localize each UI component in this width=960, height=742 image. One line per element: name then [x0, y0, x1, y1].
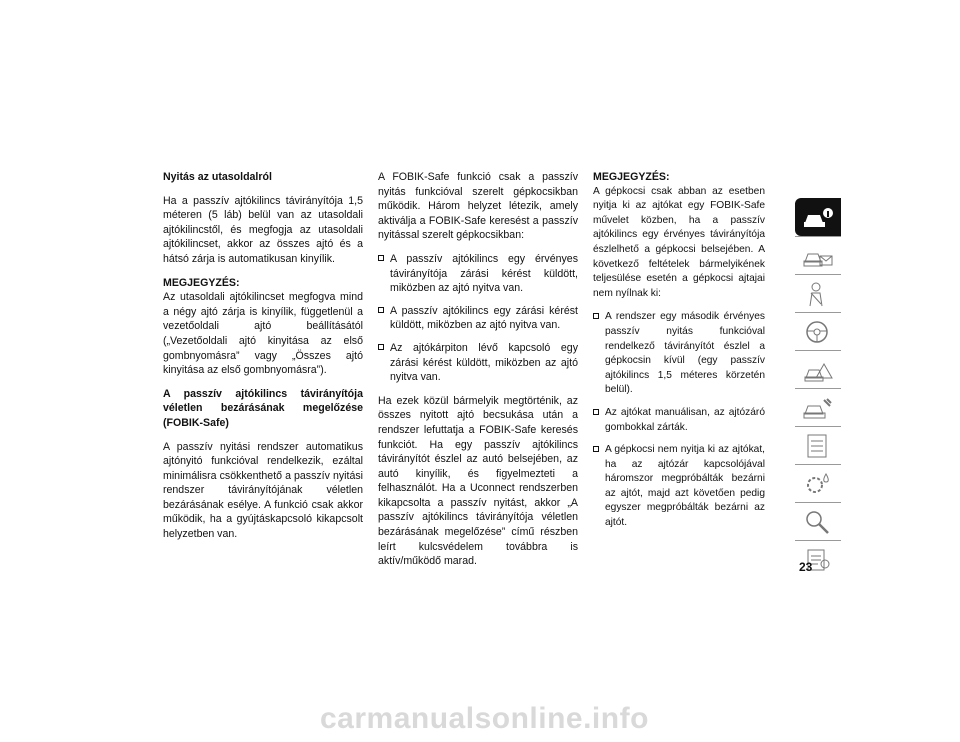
- car-info-icon: [802, 203, 834, 231]
- note-title: MEGJEGYZÉS:: [163, 276, 240, 289]
- note-title: MEGJEGYZÉS:: [593, 171, 670, 183]
- tab-gear-drop[interactable]: [795, 464, 841, 502]
- tab-search[interactable]: [795, 502, 841, 540]
- tab-car-info[interactable]: [795, 198, 841, 236]
- list-item: A passzív ajtókilincs egy érvényes távirányítója zárási kérést küldött, miközben az ajtó nyitva van.: [378, 252, 578, 296]
- list-item: A rendszer egy második érvényes passzív nyitás funkcióval rendelkező távirányítót észlel a gépkocsin kívül (egy passzív ajtókilincs 1,5 méteres körzetén belül).: [593, 310, 765, 398]
- paragraph: Ha ezek közül bármelyik megtörténik, az összes nyitott ajtó becsukása után a rendszer lefuttatja a FOBIK-Safe keresés funkciót. Ha egy passzív ajtókilincs távirányítót észlel az autó belsejében, az autó kinyílik, és figyelmezteti a felhasználót. Ha a Uconnect rendszerben kikapcsolta a passzív nyitást, akkor „A passzív ajtókilincs távirányítója véletlen bezárásának megelőzése” című részben leírt kulcsvédelem továbbra is aktív/működő marad.: [378, 394, 578, 568]
- bullet-list: [593, 310, 765, 530]
- warning-car-icon: [802, 356, 834, 384]
- mail-car-icon: [802, 242, 834, 270]
- bullet-list: [378, 252, 578, 385]
- list-item: Az ajtókárpiton lévő kapcsoló egy zárási kérést küldött, miközben az ajtó nyitva van.: [378, 341, 578, 385]
- search-icon: [802, 508, 834, 536]
- section-heading: Nyitás az utasoldalról: [163, 171, 272, 183]
- tab-warning-car[interactable]: [795, 350, 841, 388]
- watermark: carmanualsonline.info: [320, 702, 649, 735]
- tab-seatbelt[interactable]: [795, 274, 841, 312]
- list-item: Az ajtókat manuálisan, az ajtózáró gombokkal zárták.: [593, 406, 765, 435]
- paragraph: A FOBIK-Safe funkció csak a passzív nyitás funkcióval szerelt gépkocsikban működik. Három helyzet létezik, amely aktiválja a FOBIK-Safe keresést a passzív nyitással szerelt gépkocsikban:: [378, 171, 578, 242]
- seatbelt-icon: [802, 280, 834, 308]
- column-3: [593, 170, 765, 540]
- paragraph: Ha a passzív ajtókilincs távirányítója 1,5 méteren (5 láb) belül van az utasoldali ajtókilincstől, és megfogja az utasoldali ajtókilincset, akkor az összes ajtó és a hátsó zárja is automatikusan kinyílik.: [163, 194, 363, 265]
- tab-steering[interactable]: [795, 312, 841, 350]
- steering-icon: [802, 318, 834, 346]
- service-car-icon: [802, 394, 834, 422]
- gear-drop-icon: [802, 470, 834, 498]
- checklist-icon: [802, 432, 834, 460]
- tab-checklist[interactable]: [795, 426, 841, 464]
- chapter-tabs: [795, 198, 841, 578]
- note-text: Az utasoldali ajtókilincset megfogva mind a négy ajtó zárja is kinyílik, függetlenül a vezetőoldali ajtó beállításától („Vezetőoldali ajtó kinyitása az első gombnyomásra” vagy „Összes ajtó kinyitása az első gombnyomásra”).: [163, 291, 363, 377]
- section-heading: A passzív ajtókilincs távirányítója véletlen bezárásának megelőzése (FOBIK-Safe): [163, 387, 363, 429]
- list-item: A passzív ajtókilincs egy zárási kérést küldött, miközben az ajtó nyitva van.: [378, 304, 578, 333]
- note-text: A gépkocsi csak abban az esetben nyitja ki az ajtókat egy FOBIK-Safe művelet közben, ha a passzív ajtókilincs egy érvényes távirányítója észlelhető a gépkocsi belsejében. A következő feltételek bármelyikének teljesülése esetén a gépkocsi ajtajai nem nyílnak ki:: [593, 185, 765, 299]
- tab-mail-car[interactable]: [795, 236, 841, 274]
- page-number: 23: [799, 560, 813, 574]
- paragraph: A passzív nyitási rendszer automatikus ajtónyitó funkcióval rendelkezik, ezáltal minimálisra csökkenthető a passzív nyitási rendszer távirányítójának véletlen bezárásának esélye. A funkció csak akkor működik, ha a gyújtáskapcsoló kikapcsolt helyzetben van.: [163, 440, 363, 541]
- tab-service-car[interactable]: [795, 388, 841, 426]
- list-item: A gépkocsi nem nyitja ki az ajtókat, ha az ajtózár kapcsolójával háromszor megpróbálták bezárni az ajtót, majd azt követően pedig egyszer megpróbálták bezárni az ajtót.: [593, 443, 765, 531]
- column-1: [163, 170, 363, 551]
- column-2: [378, 170, 578, 578]
